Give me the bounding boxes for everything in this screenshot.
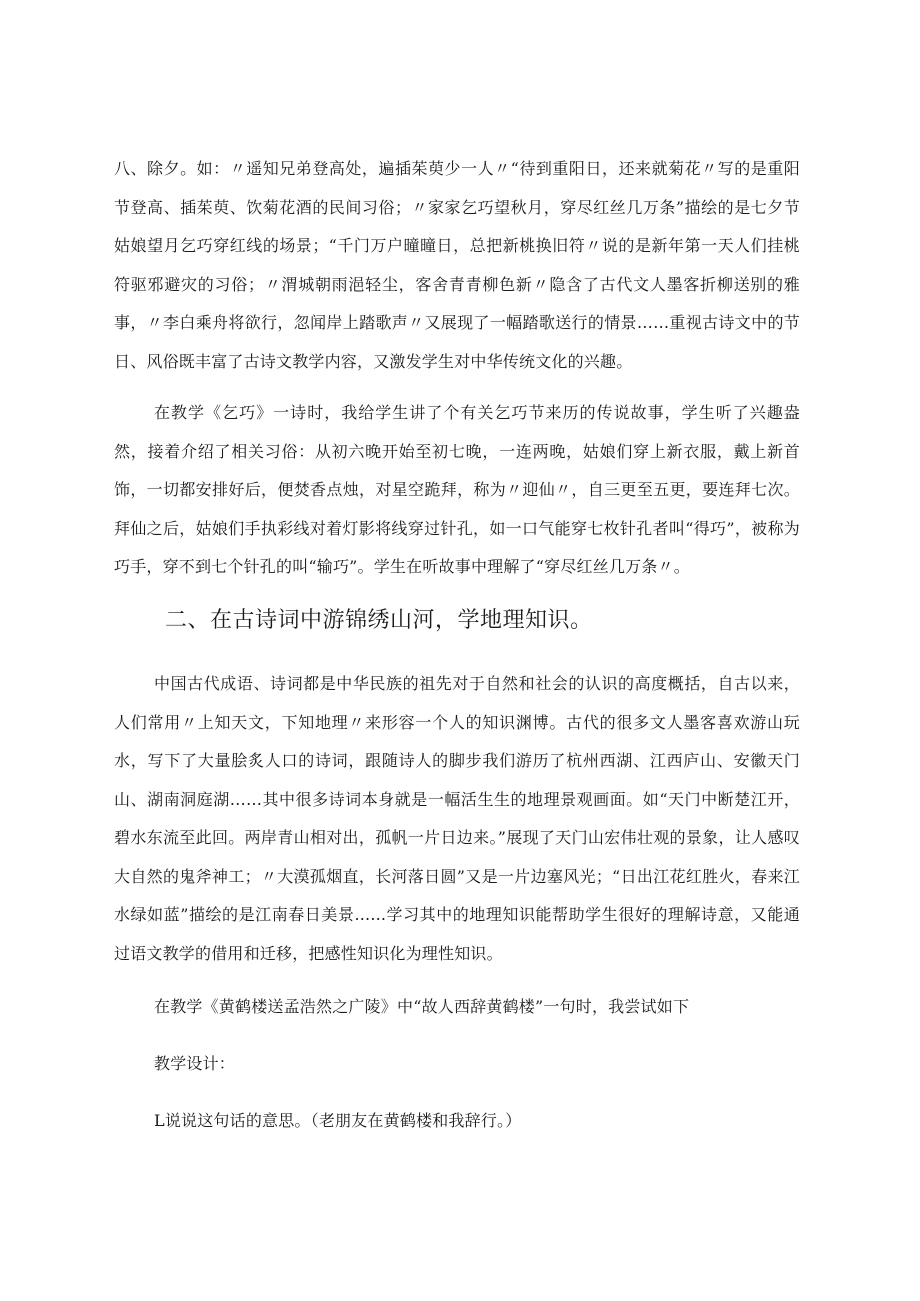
paragraph-huanghelou-intro: 在教学《黄鹤楼送孟浩然之广陵》中“故人西辞黄鹤楼”一句时，我尝试如下 bbox=[154, 997, 690, 1016]
paragraph-qiqiao-lesson: 在教学《乞巧》一诗时，我给学生讲了个有关乞巧节来历的传说故事，学生听了兴趣盎然，接着介绍了相关习俗：从初六晚开始至初七晚，一连两晚，姑娘们穿上新衣服，戴上新首饰，一切都安排好后，便焚香点烛，对星空跪拜，称为〃迎仙〃，自三更至五更，要连拜七次。拜仙之后，姑娘们手执彩线对着灯影将线穿过针孔，如一口气能穿七枚针孔者叫“得巧”，被称为巧手，穿不到七个针孔的叫“输巧”。学生在听故事中理解了“穿尽红丝几万条〃。 bbox=[114, 403, 800, 576]
section-heading-geography: 二、在古诗词中游锦绣山河，学地理知识。 bbox=[165, 608, 593, 633]
paragraph-teaching-design: 教学设计： bbox=[154, 1054, 236, 1073]
paragraph-geography-knowledge: 中国古代成语、诗词都是中华民族的祖先对于自然和社会的认识的高度概括，自古以来，人们常用〃上知天文，下知地理〃来形容一个人的知识渊博。古代的很多文人墨客喜欢游山玩水，写下了大量脍炙人口的诗词，跟随诗人的脚步我们游历了杭州西湖、江西庐山、安徽天门山、湖南洞庭湖……其中很多诗词本身就是一幅活生生的地理景观画面。如“天门中断楚江开，碧水东流至此回。两岸青山相对出，孤帆一片日边来。”展现了天门山宏伟壮观的景象，让人感叹大自然的鬼斧神工；〃大漠孤烟直，长河落日圆”又是一片边塞风光；“日出江花红胜火，春来江水绿如蓝”描绘的是江南春日美景......学习其中的地理知识能帮助学生很好的理解诗意，又能通过语文教学的借用和迁移，把感性知识化为理性知识。 bbox=[114, 674, 800, 963]
paragraph-festival-customs: 八、除夕。如：〃遥知兄弟登高处，遍插茱萸少一人〃“待到重阳日，还来就菊花〃写的是重阳节登高、插茱萸、饮菊花酒的民间习俗；〃家家乞巧望秋月，穿尽红丝几万条”描绘的是七夕节姑娘望月乞巧穿红线的场景；“千门万户曈曈日，总把新桃换旧符〃说的是新年第一天人们挂桃符驱邪避灾的习俗；〃渭城朝雨浥轻尘，客舍青青柳色新〃隐含了古代文人墨客折柳送别的雅事，〃李白乘舟将欲行，忽闻岸上踏歌声〃又展现了一幅踏歌送行的情景……重视古诗文中的节日、风俗既丰富了古诗文教学内容，又激发学生对中华传统文化的兴趣。 bbox=[114, 159, 800, 371]
list-item-step-1: L说说这句话的意思。（老朋友在黄鹤楼和我辞行。） bbox=[154, 1111, 522, 1130]
